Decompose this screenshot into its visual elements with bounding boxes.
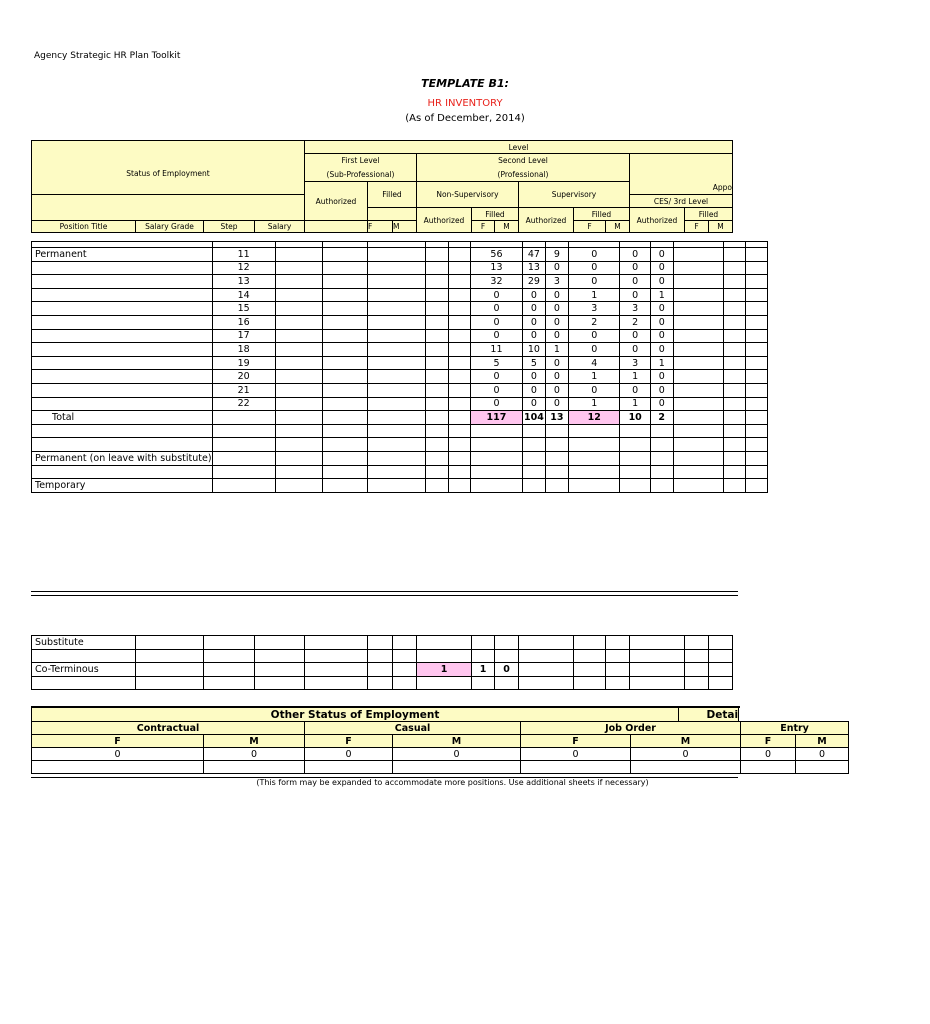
table-row	[32, 465, 768, 479]
non-supervisory-m-cell: 1	[545, 343, 568, 357]
total-row	[32, 411, 768, 425]
entry-f-value: 0	[741, 748, 796, 761]
inventory-data-table	[31, 241, 768, 493]
total-non-supervisory-m: 13	[545, 411, 568, 425]
position-title-cell	[32, 288, 213, 302]
table-row	[32, 248, 768, 262]
supervisory-authorized-cell: 1	[568, 288, 619, 302]
ces-f-header: F	[685, 221, 709, 233]
non-supervisory-f-cell: 13	[523, 261, 546, 275]
supervisory-f-cell: 0	[620, 261, 650, 275]
table-row	[32, 302, 768, 316]
non-supervisory-f-cell: 47	[523, 248, 546, 262]
section-divider	[31, 591, 738, 596]
non-supervisory-authorized-cell: 0	[470, 397, 522, 411]
supervisory-f-header: F	[574, 221, 606, 233]
non-supervisory-authorized-header: Authorized	[417, 208, 472, 233]
salary-grade-cell: 17	[212, 329, 275, 343]
ces-authorized-header: Authorized	[630, 208, 685, 233]
as-of-date: (As of December, 2014)	[405, 113, 525, 124]
supervisory-authorized-cell: 0	[568, 329, 619, 343]
salary-grade-cell: 13	[212, 275, 275, 289]
non-supervisory-m-cell: 0	[545, 302, 568, 316]
table-row	[32, 315, 768, 329]
non-supervisory-authorized-cell: 13	[470, 261, 522, 275]
supervisory-f-cell: 2	[620, 315, 650, 329]
non-supervisory-authorized-cell: 0	[470, 288, 522, 302]
supervisory-filled-header: Filled	[574, 208, 630, 221]
total-label: Total	[32, 411, 213, 425]
non-supervisory-authorized-cell: 0	[470, 315, 522, 329]
supervisory-f-cell: 0	[620, 383, 650, 397]
total-non-supervisory-authorized: 117	[470, 411, 522, 425]
supervisory-f-cell: 0	[620, 343, 650, 357]
non-supervisory-m-cell: 3	[545, 275, 568, 289]
casual-f-value: 0	[305, 748, 393, 761]
position-title-cell	[32, 343, 213, 357]
non-supervisory-m-cell: 0	[545, 356, 568, 370]
non-supervisory-f-cell: 0	[523, 370, 546, 384]
job-order-f-header: F	[521, 735, 631, 748]
supervisory-m-cell: 0	[650, 275, 673, 289]
detail-partial-header: Detai	[679, 707, 739, 722]
coterminous-authorized: 1	[417, 663, 472, 677]
salary-grade-cell: 22	[212, 397, 275, 411]
non-supervisory-m-header: M	[495, 221, 519, 233]
supervisory-m-cell: 0	[650, 383, 673, 397]
supervisory-f-cell: 0	[620, 288, 650, 302]
table-row	[32, 636, 733, 650]
first-level-m-header: M	[393, 221, 417, 233]
temporary-label: Temporary	[32, 479, 213, 493]
coterminous-filled-m: 0	[495, 663, 519, 677]
casual-header: Casual	[305, 722, 521, 735]
supervisory-authorized-cell: 0	[568, 261, 619, 275]
substitute-label: Substitute	[32, 636, 136, 650]
non-supervisory-authorized-cell: 5	[470, 356, 522, 370]
supervisory-f-cell: 0	[620, 248, 650, 262]
entry-m-value: 0	[796, 748, 849, 761]
supervisory-authorized-cell: 3	[568, 302, 619, 316]
supervisory-m-cell: 0	[650, 315, 673, 329]
supervisory-authorized-cell: 0	[568, 248, 619, 262]
position-title-cell	[32, 370, 213, 384]
salary-grade-cell: 15	[212, 302, 275, 316]
table-row	[32, 649, 733, 663]
supervisory-m-cell: 0	[650, 302, 673, 316]
salary-grade-cell: 12	[212, 261, 275, 275]
table-row	[32, 479, 768, 493]
non-supervisory-f-cell: 0	[523, 397, 546, 411]
non-supervisory-m-cell: 0	[545, 397, 568, 411]
contractual-m-header: M	[204, 735, 305, 748]
supervisory-m-cell: 0	[650, 248, 673, 262]
job-order-header: Job Order	[521, 722, 741, 735]
other-status-title: Other Status of Employment	[32, 707, 679, 722]
non-supervisory-m-cell: 0	[545, 383, 568, 397]
salary-grade-cell: 21	[212, 383, 275, 397]
entry-m-header: M	[796, 735, 849, 748]
casual-m-value: 0	[393, 748, 521, 761]
job-order-f-value: 0	[521, 748, 631, 761]
casual-m-header: M	[393, 735, 521, 748]
supervisory-f-cell: 3	[620, 302, 650, 316]
total-supervisory-m: 2	[650, 411, 673, 425]
table-row	[32, 288, 768, 302]
table-row	[32, 261, 768, 275]
appo-header: Appo	[630, 182, 733, 195]
table-row	[32, 275, 768, 289]
table-row	[32, 329, 768, 343]
table-row	[32, 383, 768, 397]
non-supervisory-authorized-cell: 11	[470, 343, 522, 357]
non-supervisory-m-cell: 0	[545, 329, 568, 343]
non-supervisory-f-cell: 0	[523, 329, 546, 343]
non-supervisory-header: Non-Supervisory	[417, 182, 519, 208]
non-supervisory-f-cell: 0	[523, 302, 546, 316]
supervisory-f-cell: 1	[620, 397, 650, 411]
table-row	[32, 356, 768, 370]
salary-grade-cell: 18	[212, 343, 275, 357]
other-status-table	[31, 706, 739, 722]
position-title-cell	[32, 356, 213, 370]
table-row	[32, 397, 768, 411]
table-row	[32, 424, 768, 438]
total-non-supervisory-f: 104	[523, 411, 544, 423]
non-supervisory-authorized-cell: 0	[470, 329, 522, 343]
contractual-f-value: 0	[32, 748, 204, 761]
supervisory-f-cell: 0	[620, 329, 650, 343]
ces-filled-header: Filled	[685, 208, 733, 221]
position-title-cell: Permanent	[32, 248, 213, 262]
non-supervisory-m-cell: 9	[545, 248, 568, 262]
position-title-cell	[32, 329, 213, 343]
other-status-grid	[31, 721, 849, 774]
supervisory-authorized-cell: 1	[568, 397, 619, 411]
non-supervisory-f-header: F	[472, 221, 495, 233]
supervisory-m-cell: 0	[650, 261, 673, 275]
casual-f-header: F	[305, 735, 393, 748]
table-row	[32, 663, 733, 677]
table-row	[32, 343, 768, 357]
non-supervisory-m-cell: 0	[545, 315, 568, 329]
status-of-employment-header: Status of Employment	[32, 154, 305, 195]
total-supervisory-authorized: 12	[568, 411, 619, 425]
ces-header: CES/ 3rd Level	[630, 195, 733, 208]
non-supervisory-m-cell: 0	[545, 370, 568, 384]
inventory-header-table	[31, 140, 733, 233]
contractual-f-header: F	[32, 735, 204, 748]
position-title-cell	[32, 302, 213, 316]
template-title: TEMPLATE B1:	[421, 77, 509, 90]
salary-grade-header: Salary Grade	[136, 221, 204, 233]
entry-header: Entry	[741, 722, 849, 735]
professional-header: (Professional)	[417, 168, 630, 182]
non-supervisory-authorized-cell: 32	[470, 275, 522, 289]
on-leave-label: Permanent (on leave with substitute)	[32, 451, 213, 465]
supervisory-m-cell: 0	[650, 343, 673, 357]
supervisory-m-header: M	[606, 221, 630, 233]
non-supervisory-f-cell: 0	[523, 383, 546, 397]
supervisory-f-cell: 1	[620, 370, 650, 384]
toolkit-title: Agency Strategic HR Plan Toolkit	[34, 51, 181, 61]
salary-header: Salary	[255, 221, 305, 233]
supervisory-m-cell: 0	[650, 329, 673, 343]
salary-grade-cell: 19	[212, 356, 275, 370]
non-supervisory-f-cell: 29	[523, 275, 546, 289]
job-order-m-header: M	[631, 735, 741, 748]
contractual-header: Contractual	[32, 722, 305, 735]
non-supervisory-f-cell: 0	[523, 288, 546, 302]
coterminous-filled-f: 1	[472, 663, 495, 677]
coterminous-label: Co-Terminous	[32, 663, 136, 677]
supervisory-authorized-cell: 0	[568, 275, 619, 289]
position-title-cell	[32, 315, 213, 329]
first-level-header: First Level	[305, 154, 417, 168]
non-supervisory-f-cell: 0	[523, 315, 546, 329]
supervisory-authorized-cell: 4	[568, 356, 619, 370]
non-supervisory-authorized-cell: 56	[470, 248, 522, 262]
non-supervisory-authorized-cell: 0	[470, 302, 522, 316]
supervisory-m-cell: 0	[650, 370, 673, 384]
supervisory-authorized-header: Authorized	[519, 208, 574, 233]
salary-grade-cell: 11	[212, 248, 275, 262]
non-supervisory-m-cell: 0	[545, 288, 568, 302]
position-title-cell	[32, 261, 213, 275]
non-supervisory-authorized-cell: 0	[470, 370, 522, 384]
ces-m-header: M	[709, 221, 733, 233]
substitute-coterminous-table	[31, 635, 733, 690]
supervisory-authorized-cell: 0	[568, 343, 619, 357]
supervisory-header: Supervisory	[519, 182, 630, 208]
supervisory-m-cell: 0	[650, 397, 673, 411]
supervisory-authorized-cell: 0	[568, 383, 619, 397]
table-row	[32, 451, 768, 465]
first-level-filled-header: Filled	[368, 182, 417, 208]
non-supervisory-f-cell: 10	[523, 343, 546, 357]
supervisory-authorized-cell: 2	[568, 315, 619, 329]
salary-grade-cell: 14	[212, 288, 275, 302]
table-row	[32, 370, 768, 384]
first-level-authorized-header: Authorized	[305, 182, 368, 221]
position-title-cell	[32, 383, 213, 397]
non-supervisory-f-cell: 5	[523, 356, 546, 370]
supervisory-m-cell: 1	[650, 288, 673, 302]
contractual-m-value: 0	[204, 748, 305, 761]
salary-grade-cell: 16	[212, 315, 275, 329]
table-row	[32, 676, 733, 690]
supervisory-f-cell: 0	[620, 275, 650, 289]
sub-professional-header: (Sub-Professional)	[305, 168, 417, 182]
non-supervisory-filled-header: Filled	[472, 208, 519, 221]
supervisory-f-cell: 3	[620, 356, 650, 370]
inventory-title: HR INVENTORY	[427, 98, 503, 109]
position-title-cell	[32, 275, 213, 289]
entry-f-header: F	[741, 735, 796, 748]
supervisory-authorized-cell: 1	[568, 370, 619, 384]
non-supervisory-authorized-cell: 0	[470, 383, 522, 397]
step-header: Step	[204, 221, 255, 233]
non-supervisory-m-cell: 0	[545, 261, 568, 275]
salary-grade-cell: 20	[212, 370, 275, 384]
position-title-cell	[32, 397, 213, 411]
first-level-f-header: F	[368, 221, 393, 233]
position-title-header: Position Title	[32, 221, 136, 233]
table-row	[32, 438, 768, 452]
total-supervisory-f: 10	[620, 411, 650, 425]
supervisory-m-cell: 1	[650, 356, 673, 370]
form-note: (This form may be expanded to accommodate more positions. Use additional sheets if necessary)	[256, 778, 649, 787]
job-order-m-value: 0	[631, 748, 741, 761]
second-level-header: Second Level	[417, 154, 630, 168]
level-header: Level	[305, 141, 733, 154]
